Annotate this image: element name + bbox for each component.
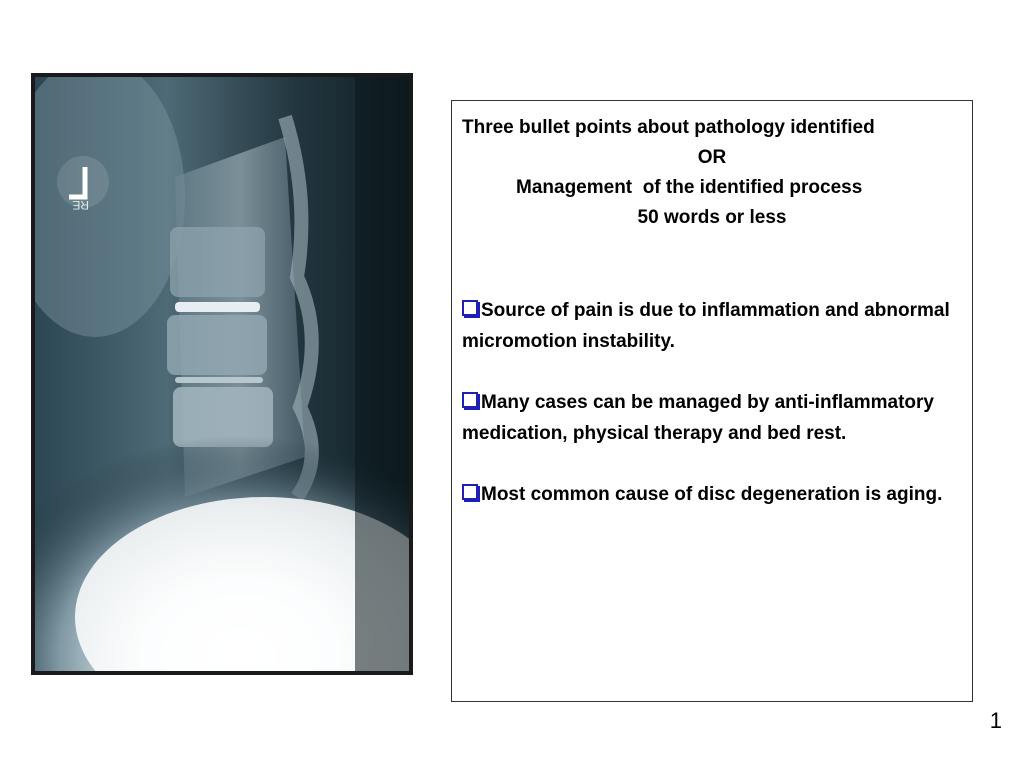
- header-line-1: Three bullet points about pathology identified: [462, 117, 875, 138]
- hollow-square-bullet-icon: [462, 300, 478, 316]
- bullet-item: [462, 479, 962, 510]
- hollow-square-bullet-icon: [462, 484, 478, 500]
- bullet-item: [462, 387, 962, 449]
- bullet-text: Many cases can be managed by anti-inflammatory medication, physical therapy and bed rest.: [462, 392, 934, 444]
- hollow-square-bullet-icon: [462, 392, 478, 408]
- header-line-4: 50 words or less: [637, 207, 787, 228]
- content-text-box: [451, 100, 973, 702]
- bullet-text: Most common cause of disc degeneration is aging.: [481, 484, 943, 505]
- header-line-3: Management of the identified process: [516, 177, 863, 198]
- spacer: [462, 233, 962, 295]
- header-line-2: OR: [697, 147, 727, 168]
- bullet-list: [462, 295, 962, 510]
- bullet-text: Source of pain is due to inflammation and abnormal micromotion instability.: [462, 300, 950, 352]
- page-number: 1: [989, 708, 1002, 733]
- bullet-item: [462, 295, 962, 357]
- xray-image: [31, 73, 413, 675]
- xray-marker-label: RE: [72, 198, 89, 212]
